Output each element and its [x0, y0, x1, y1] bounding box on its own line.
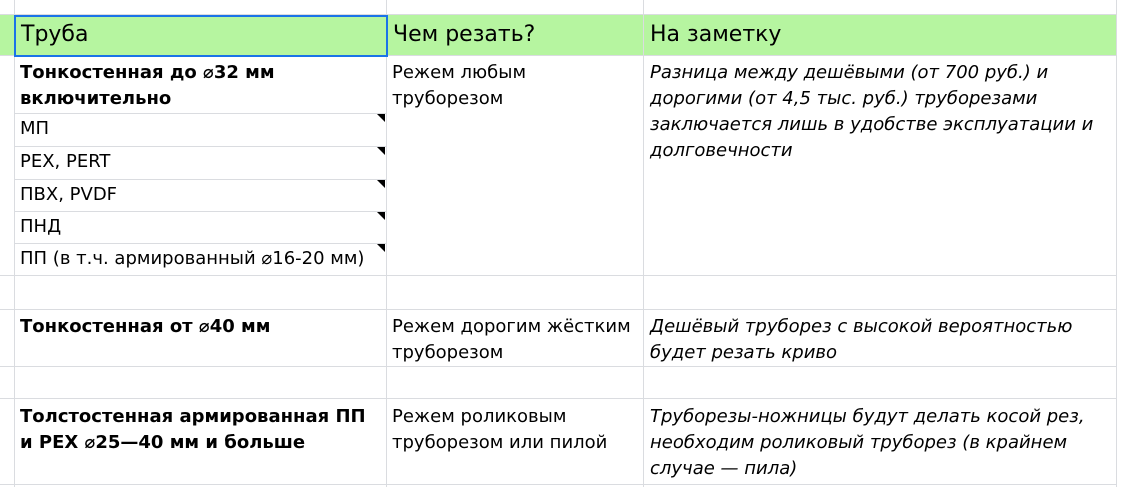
grid-line [14, 146, 386, 147]
cell-how-any-cutter[interactable]: Режем любым труборезом [392, 62, 527, 109]
header-notes[interactable]: На заметку [650, 22, 782, 47]
cell-subtype-pp[interactable]: ПП (в т.ч. армированный ⌀16-20 мм) [20, 248, 365, 269]
grid-line [14, 179, 386, 180]
cell-subtype-pvc[interactable]: ПВХ, PVDF [20, 184, 118, 205]
cell-how-rigid-cutter[interactable]: Режем дорогим жёстким труборезом [392, 316, 631, 363]
grid-line [14, 0, 15, 487]
grid-line [0, 309, 1116, 310]
grid-line [0, 366, 1116, 367]
grid-line [14, 113, 386, 114]
grid-line [0, 398, 1116, 399]
comment-indicator-icon[interactable] [377, 147, 385, 155]
cell-pipe-thin-40[interactable]: Тонкостенная от ⌀40 мм [20, 316, 271, 337]
grid-line [643, 0, 644, 487]
header-pipe[interactable]: Труба [21, 22, 89, 47]
grid-line [14, 211, 386, 212]
cell-subtype-mp[interactable]: МП [20, 118, 50, 139]
grid-line [0, 275, 1116, 276]
cell-how-roller-or-saw[interactable]: Режем роликовым труборезом или пилой [392, 406, 608, 453]
cell-pipe-thin-32[interactable]: Тонкостенная до ⌀32 мм включительно [20, 62, 275, 109]
comment-indicator-icon[interactable] [377, 212, 385, 220]
header-how-to-cut[interactable]: Чем резать? [393, 22, 536, 47]
grid-line [1116, 0, 1117, 487]
cell-subtype-pnd[interactable]: ПНД [20, 216, 62, 237]
selected-cell-outline [14, 15, 388, 57]
cell-note-crooked-cut[interactable]: Дешёвый труборез с высокой вероятностью будет резать криво [650, 316, 1073, 363]
cell-pipe-thick[interactable]: Толстостенная армированная ПП и PEX ⌀25—40 мм и больше [20, 406, 366, 453]
cell-note-scissors-skew[interactable]: Труборезы-ножницы будут делать косой рез, необходим роликовый труборез (в крайнем случае — пила) [650, 406, 1085, 479]
grid-line [386, 0, 387, 487]
comment-indicator-icon[interactable] [377, 180, 385, 188]
grid-line [0, 484, 1116, 485]
comment-indicator-icon[interactable] [377, 244, 385, 252]
cell-subtype-pex[interactable]: PEX, PERT [20, 151, 111, 172]
grid-line [14, 243, 386, 244]
cell-note-price-difference[interactable]: Разница между дешёвыми (от 700 руб.) и дорогими (от 4,5 тыс. руб.) труборезами заключается лишь в удобстве эксплуатации и долговечности [650, 62, 1094, 161]
comment-indicator-icon[interactable] [377, 114, 385, 122]
